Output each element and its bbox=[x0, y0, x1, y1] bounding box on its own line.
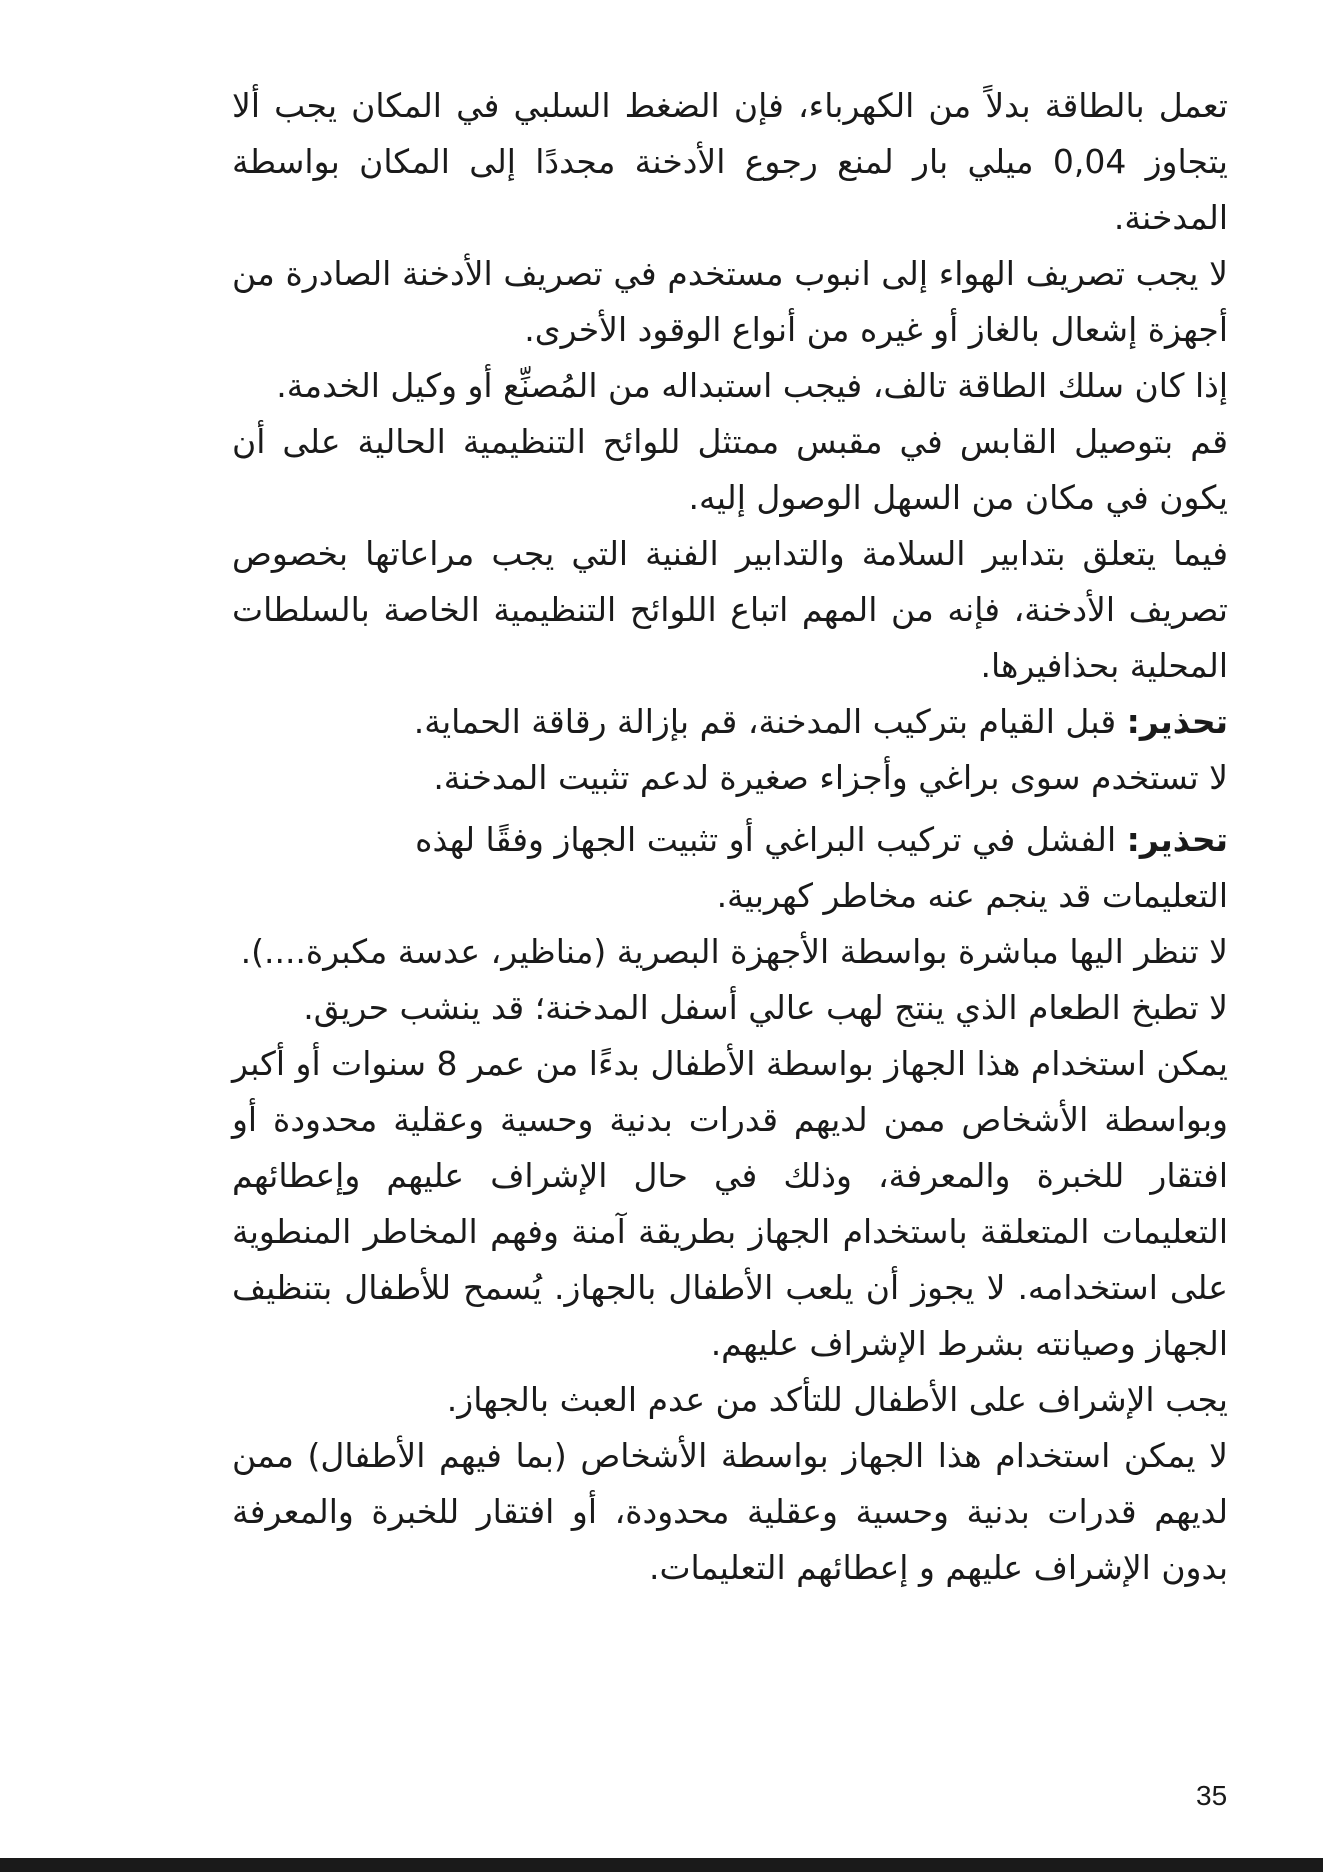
paragraph-6: لا تنظر اليها مباشرة بواسطة الأجهزة البصرية (مناظير، عدسة مكبرة....). bbox=[240, 932, 1228, 971]
warning-2-text: الفشل في تركيب البراغي أو تثبيت الجهاز وفقًا لهذه التعليمات قد ينجم عنه مخاطر كهربية. bbox=[415, 820, 1228, 915]
paragraph-10: لا يمكن استخدام هذا الجهاز بواسطة الأشخاص (بما فيهم الأطفال) ممن لديهم قدرات بدنية وحسية وعقلية محدودة، أو افتقار للخبرة والمعرفة بدون الإشراف عليهم و إعطائهم التعليمات. bbox=[232, 1436, 1228, 1587]
warning-1-label: تحذير: bbox=[1126, 702, 1228, 741]
warning-1-line-1 bbox=[356, 694, 1228, 750]
paragraph-9: يجب الإشراف على الأطفال للتأكد من عدم العبث بالجهاز. bbox=[446, 1380, 1228, 1419]
warning-block-1 bbox=[356, 694, 1228, 806]
paragraph-3: إذا كان سلك الطاقة تالف، فيجب استبداله من المُصنِّع أو وكيل الخدمة. bbox=[276, 366, 1228, 405]
bottom-rule bbox=[0, 1858, 1323, 1872]
warning-2-label: تحذير: bbox=[1126, 820, 1228, 859]
warning-1-text-1: قبل القيام بتركيب المدخنة، قم بإزالة رقاقة الحماية. bbox=[413, 702, 1117, 741]
warning-1-line-2: لا تستخدم سوى براغي وأجزاء صغيرة لدعم تثبيت المدخنة. bbox=[433, 758, 1228, 797]
paragraph-2: لا يجب تصريف الهواء إلى انبوب مستخدم في تصريف الأدخنة الصادرة من أجهزة إشعال بالغاز أو غيره من أنواع الوقود الأخرى. bbox=[232, 254, 1228, 349]
paragraph-5: فيما يتعلق بتدابير السلامة والتدابير الفنية التي يجب مراعاتها بخصوص تصريف الأدخنة، فإنه من المهم اتباع اللوائح التنظيمية الخاصة بالسلطات المحلية بحذافيرها. bbox=[232, 534, 1228, 685]
warning-block-2 bbox=[356, 812, 1228, 924]
paragraph-1: تعمل بالطاقة بدلاً من الكهرباء، فإن الضغط السلبي في المكان يجب ألا يتجاوز 0,04 ميلي بار لمنع رجوع الأدخنة مجددًا إلى المكان بواسطة المدخنة. bbox=[232, 86, 1228, 237]
paragraph-8: يمكن استخدام هذا الجهاز بواسطة الأطفال بدءًا من عمر 8 سنوات أو أكبر وبواسطة الأشخاص ممن لديهم قدرات بدنية وحسية وعقلية محدودة أو افتقار للخبرة والمعرفة، وذلك في حال الإشراف عليهم وإعطائهم التعليمات المتعلقة باستخدام الجهاز بطريقة آمنة وفهم المخاطر المنطوية على استخدامه. لا يجوز أن يلعب الأطفال بالجهاز. يُسمح للأطفال بتنظيف الجهاز وصيانته بشرط الإشراف عليهم. bbox=[232, 1044, 1228, 1363]
page-number: 35 bbox=[1196, 1780, 1228, 1811]
page-body bbox=[232, 78, 1228, 1596]
paragraph-7: لا تطبخ الطعام الذي ينتج لهب عالي أسفل المدخنة؛ قد ينشب حريق. bbox=[303, 988, 1228, 1027]
paragraph-4: قم بتوصيل القابس في مقبس ممتثل للوائح التنظيمية الحالية على أن يكون في مكان من السهل الوصول إليه. bbox=[232, 422, 1228, 517]
